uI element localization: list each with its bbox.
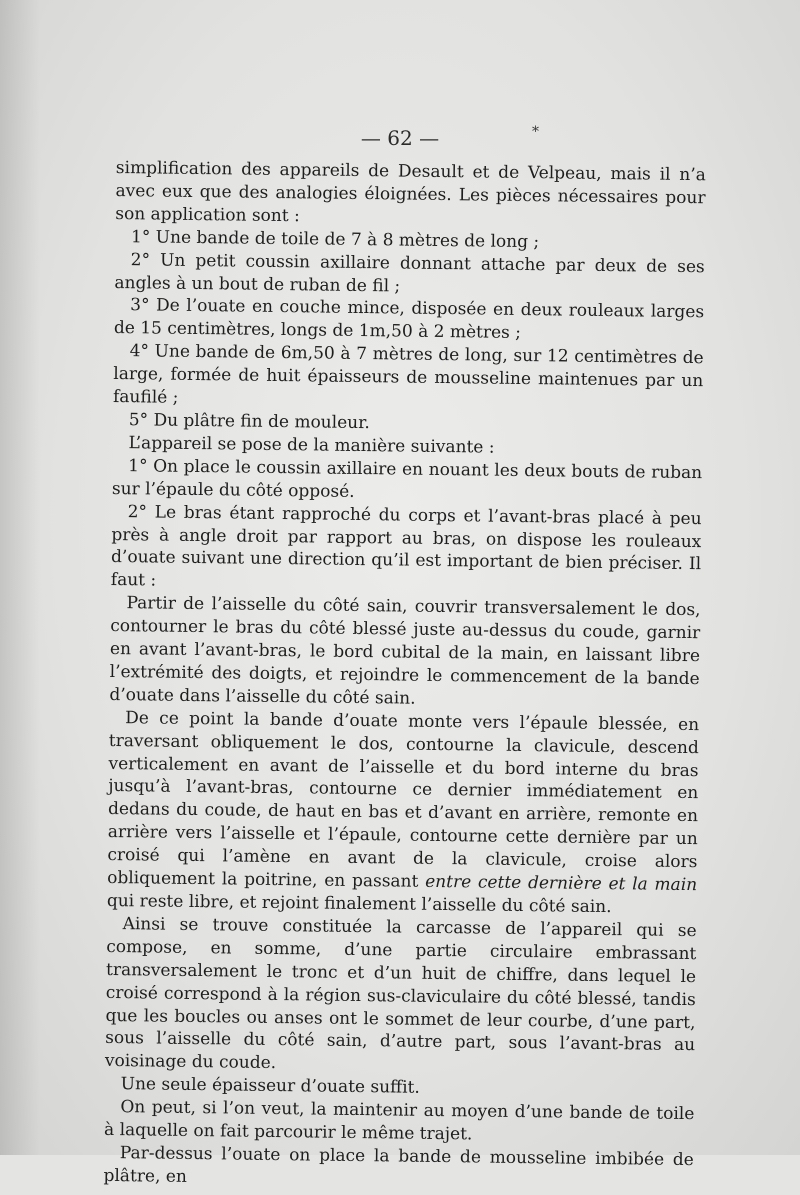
paragraph: simplification des appareils de Desault et de Velpeau, mais il n’a avec eux que des analogies éloignées. Les pièces nécessaires pour son application sont :: [115, 157, 706, 227]
page-edge-shadow: [0, 0, 40, 1155]
page-number: — 62 —: [360, 126, 440, 150]
italic-phrase: entre cette dernière et la main: [425, 871, 698, 896]
paragraph: 5° Du plâtre fin de mouleur.: [128, 410, 370, 434]
paragraph-text: De ce point la bande d’ouate monte vers l’épaule blessée, en traversant obliquement le dos, contourne la clavicule, descend verticalement en avant de l’aisselle et du bord interne du bras jusqu’à l’avant-bras, contourne ce dernier immédiatement en dedans du coude, de haut en bas et d’avant en arrière, remonte en arrière vers l’aisselle et l’épaule, contourne cette dernière par un croisé qui l’amène en avant de la clavicule, croise alors obliquement la poitrine, en passant: [107, 707, 700, 892]
page-mark: *: [532, 124, 539, 140]
paragraph-text: qui reste libre, et rejoint finalement l’aisselle du côté sain.: [106, 890, 612, 918]
body-text: [103, 157, 706, 1195]
paragraph: On peut, si l’on veut, la maintenir au moyen d’une bande de toile à laquelle on fait parcourir le même trajet.: [103, 1097, 695, 1145]
paragraph: 1° Une bande de toile de 7 à 8 mètres de long ;: [130, 226, 540, 252]
paragraph: Par-dessus l’ouate on place la bande de mousseline imbibée de plâtre, en: [103, 1143, 694, 1187]
paragraph: 4° Une bande de 6m,50 à 7 mètres de long, sur 12 centimètres de large, formée de huit épaisseurs de mousseline maintenues par un faufilé ;: [112, 341, 704, 408]
paragraph: 3° De l’ouate en couche mince, disposée en deux rouleaux larges de 15 centimètres, longs de 1m,50 à 2 mètres ;: [113, 295, 705, 344]
paragraph: [107, 707, 699, 920]
paragraph: 1° On place le coussin axillaire en nouant les deux bouts de ruban sur l’épaule du côté opposé.: [111, 455, 703, 502]
paragraph: Une seule épaisseur d’ouate suffit.: [120, 1074, 420, 1099]
paragraph: Ainsi se trouve constituée la carcasse de l’appareil qui se compose, en somme, d’une partie circulaire embrassant transversalement le tronc et d’un huit de chiffre, dans lequel le croisé correspond à la région sus-claviculaire du côté blessé, tandis que les boucles ou anses ont le sommet de leur courbe, d’une part, sous l’aisselle du côté sain, d’autre part, sous l’avant-bras au voisinage du coude.: [104, 914, 697, 1074]
paragraph: Partir de l’aisselle du côté sain, couvrir transversalement le dos, contourner le bras du côté blessé juste au-dessus du coude, garnir en avant l’avant-bras, le bord cubital de la main, en laissant libre l’extrémité des doigts, et rejoindre le commencement de la bande d’ouate dans l’aisselle du côté sain.: [109, 593, 701, 709]
paragraph: L’appareil se pose de la manière suivante :: [128, 433, 495, 458]
paragraph: 2° Le bras étant rapproché du corps et l’avant-bras placé à peu près à angle droit par rapport au bras, on dispose les rouleaux d’ouate suivant une direction qu’il est important de bien préciser. Il faut :: [110, 501, 702, 591]
paragraph: 2° Un petit coussin axillaire donnant attache par deux de ses angles à un bout de ruban de fil ;: [114, 249, 705, 297]
